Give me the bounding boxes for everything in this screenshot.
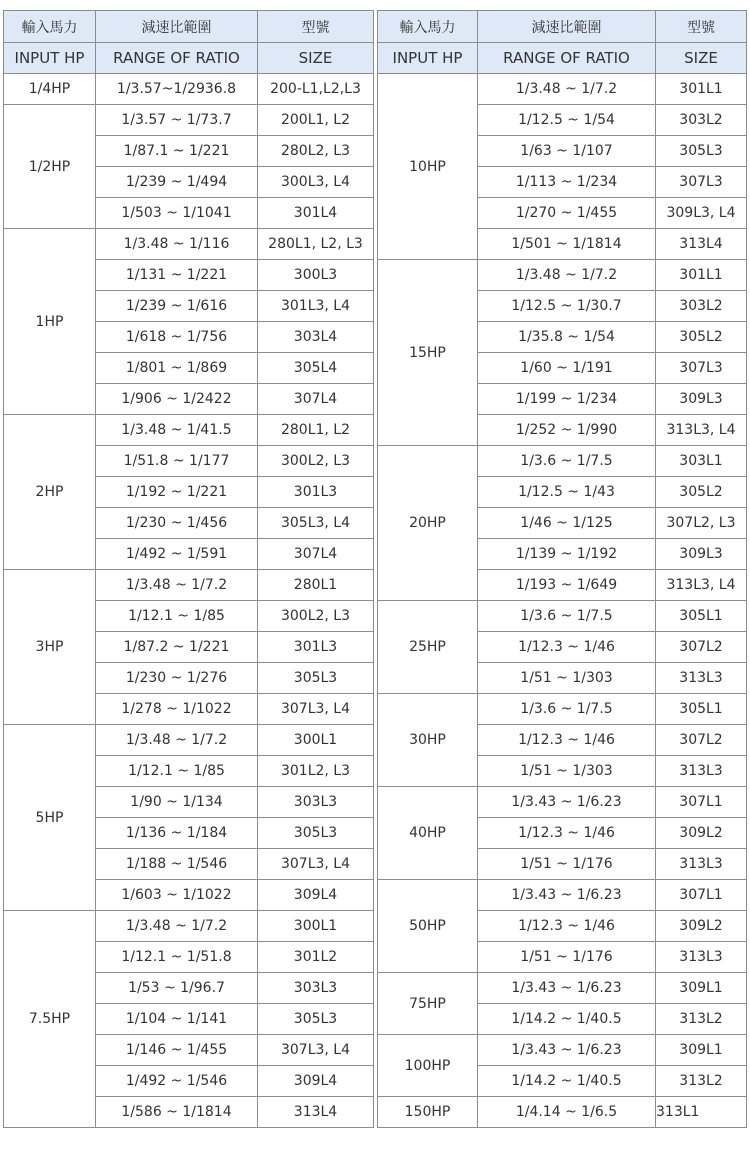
size-cell: 313L1 [656,1097,747,1128]
size-cell: 313L3 [656,663,747,694]
size-cell: 305L3 [258,663,374,694]
size-cell: 301L3 [258,632,374,663]
size-cell: 300L3, L4 [258,167,374,198]
ratio-range-cell: 1/586 ~ 1/1814 [96,1097,258,1128]
size-cell: 301L2 [258,942,374,973]
size-cell: 307L2 [656,725,747,756]
ratio-range-cell: 1/503 ~ 1/1041 [96,198,258,229]
size-cell: 305L3 [258,1004,374,1035]
size-cell: 305L3 [258,818,374,849]
size-cell: 303L2 [656,291,747,322]
ratio-range-cell: 1/603 ~ 1/1022 [96,880,258,911]
ratio-range-cell: 1/12.3 ~ 1/46 [478,911,656,942]
size-cell: 300L3 [258,260,374,291]
ratio-range-cell: 1/3.6 ~ 1/7.5 [478,446,656,477]
size-cell: 309L3 [656,539,747,570]
table-row [4,105,374,136]
size-cell: 301L1 [656,260,747,291]
size-cell: 307L1 [656,880,747,911]
ratio-range-cell: 1/278 ~ 1/1022 [96,694,258,725]
input-hp-cell: 75HP [378,973,478,1035]
size-cell: 307L3 [656,353,747,384]
ratio-range-cell: 1/60 ~ 1/191 [478,353,656,384]
size-cell: 313L3 [656,756,747,787]
input-hp-cell: 150HP [378,1097,478,1128]
size-cell: 307L2 [656,632,747,663]
size-cell: 307L3 [656,167,747,198]
ratio-range-cell: 1/3.6 ~ 1/7.5 [478,694,656,725]
table-row [378,973,747,1004]
header-ratio-zh: 減速比範圍 [96,11,258,43]
ratio-range-cell: 1/3.57 ~ 1/73.7 [96,105,258,136]
input-hp-cell: 1/2HP [4,105,96,229]
ratio-range-cell: 1/3.43 ~ 1/6.23 [478,973,656,1004]
header-hp-zh: 輸入馬力 [378,11,478,43]
size-cell: 313L3 [656,849,747,880]
size-cell: 307L3, L4 [258,1035,374,1066]
ratio-range-cell: 1/63 ~ 1/107 [478,136,656,167]
ratio-range-cell: 1/3.48 ~ 1/7.2 [478,260,656,291]
header-hp-zh: 輸入馬力 [4,11,96,43]
ratio-range-cell: 1/3.48 ~ 1/7.2 [478,74,656,105]
size-cell: 307L1 [656,787,747,818]
ratio-range-cell: 1/188 ~ 1/546 [96,849,258,880]
table-row [378,1035,747,1066]
ratio-table-right-body [378,11,747,1128]
ratio-range-cell: 1/90 ~ 1/134 [96,787,258,818]
ratio-range-cell: 1/4.14 ~ 1/6.5 [478,1097,656,1128]
size-cell: 305L3, L4 [258,508,374,539]
ratio-range-cell: 1/12.5 ~ 1/43 [478,477,656,508]
input-hp-cell: 40HP [378,787,478,880]
ratio-range-cell: 1/3.43 ~ 1/6.23 [478,787,656,818]
table-row [4,911,374,942]
header-ratio-en: RANGE OF RATIO [96,43,258,74]
size-cell: 280L1 [258,570,374,601]
size-cell: 301L3 [258,477,374,508]
ratio-range-cell: 1/270 ~ 1/455 [478,198,656,229]
header-row-english [4,43,374,74]
size-cell: 305L3 [656,136,747,167]
header-row-chinese [4,11,374,43]
size-cell: 307L4 [258,384,374,415]
header-size-zh: 型號 [656,11,747,43]
size-cell: 307L4 [258,539,374,570]
table-row [4,229,374,260]
input-hp-cell: 30HP [378,694,478,787]
ratio-range-cell: 1/12.1 ~ 1/51.8 [96,942,258,973]
size-cell: 309L3, L4 [656,198,747,229]
size-cell: 307L2, L3 [656,508,747,539]
input-hp-cell: 15HP [378,260,478,446]
header-row-chinese [378,11,747,43]
ratio-range-cell: 1/193 ~ 1/649 [478,570,656,601]
ratio-range-cell: 1/492 ~ 1/591 [96,539,258,570]
ratio-table-left-body [4,11,374,1128]
header-ratio-en: RANGE OF RATIO [478,43,656,74]
ratio-range-cell: 1/113 ~ 1/234 [478,167,656,198]
size-cell: 301L1 [656,74,747,105]
table-row [4,570,374,601]
table-row [378,601,747,632]
input-hp-cell: 100HP [378,1035,478,1097]
table-row [378,694,747,725]
table-row [378,1097,747,1128]
size-cell: 303L4 [258,322,374,353]
ratio-range-cell: 1/12.3 ~ 1/46 [478,725,656,756]
size-cell: 313L2 [656,1066,747,1097]
header-ratio-zh: 減速比範圍 [478,11,656,43]
ratio-range-cell: 1/131 ~ 1/221 [96,260,258,291]
size-cell: 309L3 [656,384,747,415]
size-cell: 303L3 [258,787,374,818]
size-cell: 313L3 [656,942,747,973]
ratio-range-cell: 1/87.2 ~ 1/221 [96,632,258,663]
input-hp-cell: 1HP [4,229,96,415]
size-cell: 305L4 [258,353,374,384]
table-row [378,446,747,477]
ratio-range-cell: 1/230 ~ 1/276 [96,663,258,694]
ratio-range-cell: 1/239 ~ 1/494 [96,167,258,198]
table-row [378,260,747,291]
table-row [4,725,374,756]
header-size-zh: 型號 [258,11,374,43]
size-cell: 280L1, L2 [258,415,374,446]
ratio-range-cell: 1/3.48 ~ 1/7.2 [96,570,258,601]
size-cell: 309L1 [656,1035,747,1066]
input-hp-cell: 10HP [378,74,478,260]
input-hp-cell: 50HP [378,880,478,973]
ratio-range-cell: 1/104 ~ 1/141 [96,1004,258,1035]
ratio-range-cell: 1/14.2 ~ 1/40.5 [478,1004,656,1035]
ratio-range-cell: 1/801 ~ 1/869 [96,353,258,384]
size-cell: 309L4 [258,1066,374,1097]
size-cell: 300L2, L3 [258,601,374,632]
size-cell: 305L2 [656,477,747,508]
ratio-range-cell: 1/3.48 ~ 1/7.2 [96,911,258,942]
table-row [378,74,747,105]
size-cell: 301L3, L4 [258,291,374,322]
size-cell: 303L3 [258,973,374,1004]
ratio-range-cell: 1/51 ~ 1/176 [478,942,656,973]
size-cell: 303L1 [656,446,747,477]
table-row [378,787,747,818]
ratio-table-left [3,10,374,1128]
size-cell: 309L2 [656,818,747,849]
size-cell: 305L1 [656,694,747,725]
size-cell: 200-L1,L2,L3 [258,74,374,105]
input-hp-cell: 3HP [4,570,96,725]
ratio-range-cell: 1/12.3 ~ 1/46 [478,818,656,849]
ratio-range-cell: 1/87.1 ~ 1/221 [96,136,258,167]
ratio-range-cell: 1/51 ~ 1/303 [478,663,656,694]
ratio-range-cell: 1/3.48 ~ 1/116 [96,229,258,260]
ratio-range-cell: 1/51.8 ~ 1/177 [96,446,258,477]
table-row [4,415,374,446]
ratio-range-cell: 1/12.1 ~ 1/85 [96,601,258,632]
ratio-range-cell: 1/14.2 ~ 1/40.5 [478,1066,656,1097]
ratio-range-cell: 1/3.48 ~ 1/7.2 [96,725,258,756]
ratio-range-cell: 1/492 ~ 1/546 [96,1066,258,1097]
input-hp-cell: 5HP [4,725,96,911]
input-hp-cell: 2HP [4,415,96,570]
table-row [378,880,747,911]
size-cell: 309L4 [258,880,374,911]
ratio-range-cell: 1/51 ~ 1/303 [478,756,656,787]
ratio-range-cell: 1/35.8 ~ 1/54 [478,322,656,353]
size-cell: 280L2, L3 [258,136,374,167]
size-cell: 303L2 [656,105,747,136]
size-cell: 300L2, L3 [258,446,374,477]
input-hp-cell: 20HP [378,446,478,601]
ratio-range-cell: 1/3.48 ~ 1/41.5 [96,415,258,446]
size-cell: 309L2 [656,911,747,942]
ratio-range-cell: 1/3.57~1/2936.8 [96,74,258,105]
table-row [4,74,374,105]
size-cell: 300L1 [258,725,374,756]
size-cell: 313L2 [656,1004,747,1035]
size-cell: 313L4 [656,229,747,260]
size-cell: 301L2, L3 [258,756,374,787]
size-cell: 307L3, L4 [258,849,374,880]
size-cell: 200L1, L2 [258,105,374,136]
header-size-en: SIZE [258,43,374,74]
ratio-range-cell: 1/501 ~ 1/1814 [478,229,656,260]
size-cell: 309L1 [656,973,747,1004]
ratio-range-cell: 1/3.6 ~ 1/7.5 [478,601,656,632]
size-cell: 305L2 [656,322,747,353]
ratio-range-cell: 1/3.43 ~ 1/6.23 [478,1035,656,1066]
ratio-range-cell: 1/46 ~ 1/125 [478,508,656,539]
ratio-range-cell: 1/139 ~ 1/192 [478,539,656,570]
input-hp-cell: 25HP [378,601,478,694]
header-hp-en: INPUT HP [378,43,478,74]
size-cell: 301L4 [258,198,374,229]
ratio-range-cell: 1/51 ~ 1/176 [478,849,656,880]
size-cell: 313L3, L4 [656,415,747,446]
size-cell: 280L1, L2, L3 [258,229,374,260]
size-cell: 307L3, L4 [258,694,374,725]
ratio-range-cell: 1/53 ~ 1/96.7 [96,973,258,1004]
ratio-range-cell: 1/252 ~ 1/990 [478,415,656,446]
ratio-range-cell: 1/12.5 ~ 1/54 [478,105,656,136]
ratio-range-cell: 1/3.43 ~ 1/6.23 [478,880,656,911]
size-cell: 305L1 [656,601,747,632]
size-cell: 313L4 [258,1097,374,1128]
size-cell: 300L1 [258,911,374,942]
ratio-range-cell: 1/618 ~ 1/756 [96,322,258,353]
ratio-range-cell: 1/192 ~ 1/221 [96,477,258,508]
ratio-range-cell: 1/199 ~ 1/234 [478,384,656,415]
ratio-range-cell: 1/12.5 ~ 1/30.7 [478,291,656,322]
ratio-range-cell: 1/146 ~ 1/455 [96,1035,258,1066]
ratio-range-cell: 1/12.3 ~ 1/46 [478,632,656,663]
header-row-english [378,43,747,74]
ratio-range-cell: 1/906 ~ 1/2422 [96,384,258,415]
header-hp-en: INPUT HP [4,43,96,74]
header-size-en: SIZE [656,43,747,74]
input-hp-cell: 7.5HP [4,911,96,1128]
ratio-range-cell: 1/12.1 ~ 1/85 [96,756,258,787]
size-cell: 313L3, L4 [656,570,747,601]
ratio-range-cell: 1/230 ~ 1/456 [96,508,258,539]
input-hp-cell: 1/4HP [4,74,96,105]
ratio-table-right [377,10,747,1128]
ratio-range-cell: 1/136 ~ 1/184 [96,818,258,849]
ratio-range-cell: 1/239 ~ 1/616 [96,291,258,322]
